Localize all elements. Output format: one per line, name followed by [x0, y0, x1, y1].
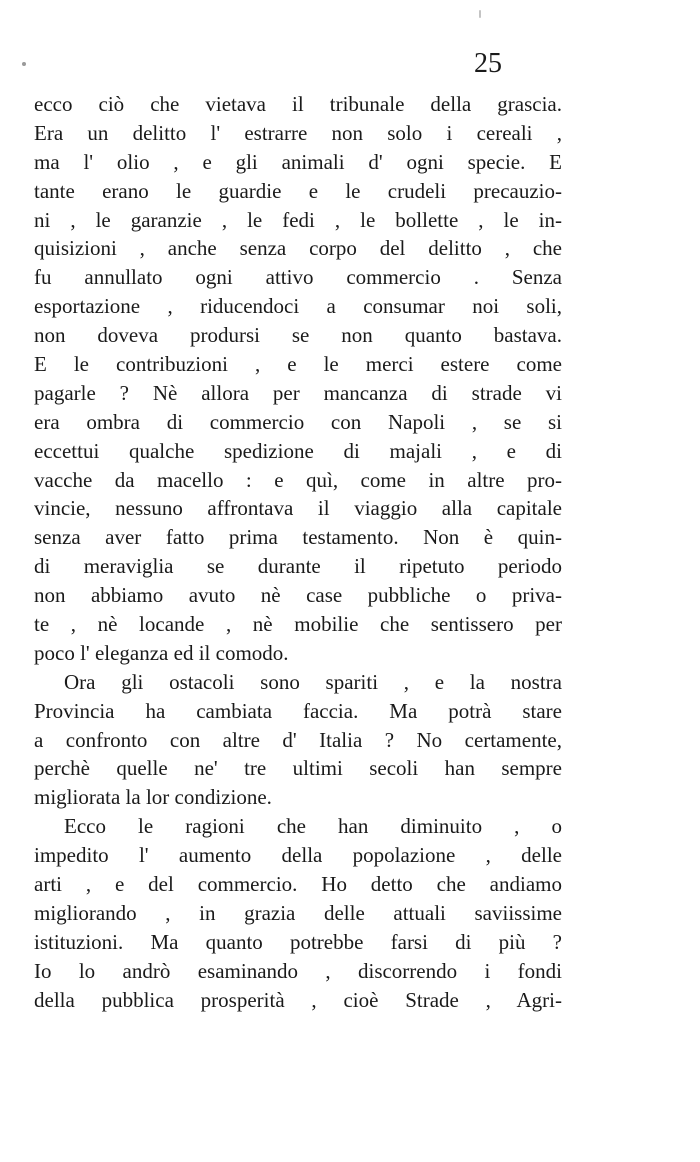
- text-line: ecco ciò che vietava il tribunale della grascia.: [34, 92, 562, 116]
- text-line: quisizioni , anche senza corpo del delitto , che: [34, 236, 562, 261]
- text-line: Provincia ha cambiata faccia. Ma potrà stare: [34, 698, 562, 723]
- text-line: arti , e del commercio. Ho detto che andiamo: [34, 872, 562, 897]
- text-line: ma l' olio , e gli animali d' ogni specie. E: [34, 149, 562, 174]
- text-line: ni , le garanzie , le fedi , le bollette , le in-: [34, 207, 562, 232]
- text-line: di meraviglia se durante il ripetuto periodo: [34, 554, 562, 579]
- text-line: poco l' eleganza ed il comodo.: [34, 640, 289, 665]
- body-text: [34, 90, 562, 1015]
- text-line: tante erano le guardie e le crudeli precauzio-: [34, 178, 562, 203]
- text-line: pagarle ? Nè allora per mancanza di strade vi: [34, 380, 562, 405]
- text-line: vincie, nessuno affrontava il viaggio alla capitale: [34, 496, 562, 521]
- text-line: vacche da macello : e quì, come in altre pro-: [34, 467, 562, 492]
- text-line: te , nè locande , nè mobilie che sentissero per: [34, 612, 562, 637]
- text-line: istituzioni. Ma quanto potrebbe farsi di più ?: [34, 929, 562, 954]
- text-line: esportazione , riducendoci a consumar noi soli,: [34, 294, 562, 319]
- text-line: Ecco le ragioni che han diminuito , o: [64, 814, 562, 839]
- print-speck: [479, 10, 481, 18]
- text-line: non abbiamo avuto nè case pubbliche o priva-: [34, 583, 562, 608]
- text-line: perchè quelle ne' tre ultimi secoli han sempre: [34, 756, 562, 781]
- text-line: migliorando , in grazia delle attuali saviissime: [34, 900, 562, 925]
- text-line: E le contribuzioni , e le merci estere come: [34, 352, 562, 377]
- page-number: 25: [474, 48, 502, 79]
- text-line: migliorata la lor condizione.: [34, 785, 272, 810]
- text-line: Io lo andrò esaminando , discorrendo i fondi: [34, 958, 562, 983]
- text-line: Ora gli ostacoli sono spariti , e la nostra: [64, 669, 562, 694]
- text-line: era ombra di commercio con Napoli , se si: [34, 409, 562, 434]
- text-line: senza aver fatto prima testamento. Non è quin-: [34, 525, 562, 550]
- text-line: a confronto con altre d' Italia ? No certamente,: [34, 727, 562, 752]
- text-line: Era un delitto l' estrarre non solo i cereali ,: [34, 120, 562, 145]
- text-line: eccettui qualche spedizione di majali , e di: [34, 438, 562, 463]
- text-line: non doveva prodursi se non quanto bastava.: [34, 323, 562, 348]
- print-speck: [22, 62, 26, 66]
- text-line: della pubblica prosperità , cioè Strade , Agri-: [34, 987, 562, 1012]
- text-line: fu annullato ogni attivo commercio . Senza: [34, 265, 562, 290]
- text-line: impedito l' aumento della popolazione , delle: [34, 843, 562, 868]
